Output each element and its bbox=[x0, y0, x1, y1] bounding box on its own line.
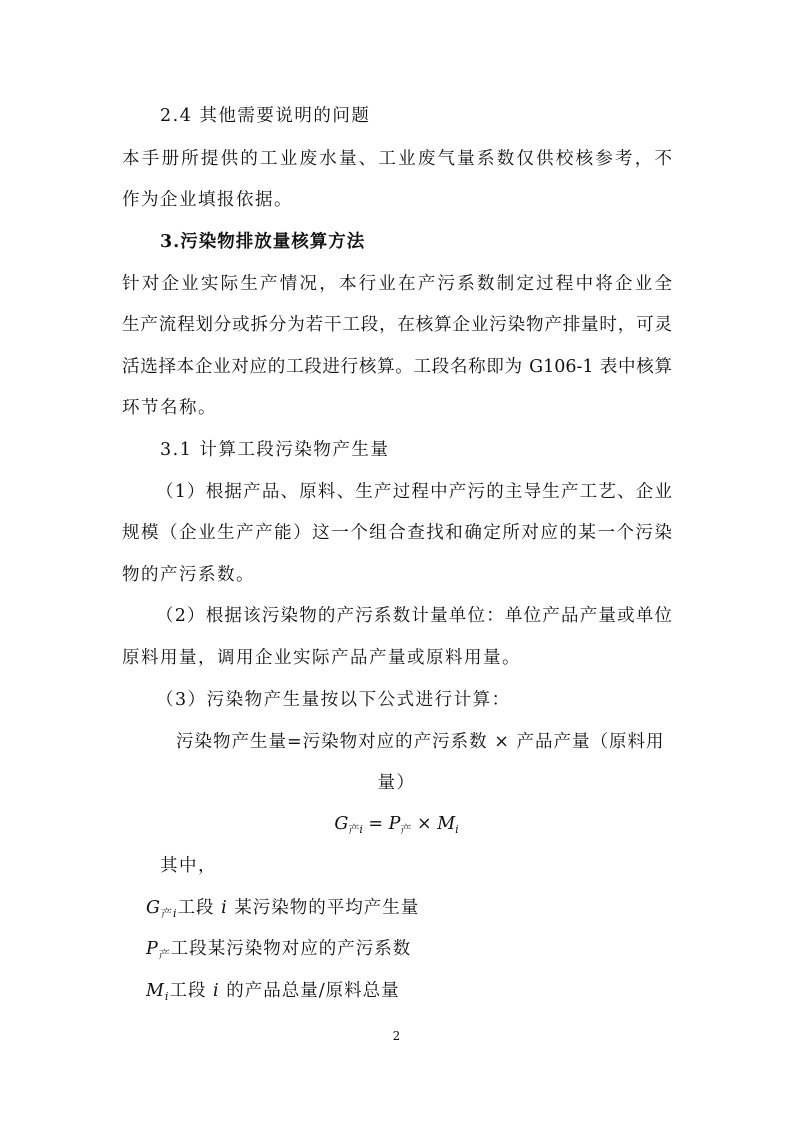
def-g-text-a: 工段 bbox=[177, 898, 222, 918]
where-label: 其中， bbox=[160, 856, 217, 876]
section-3-title: 3.污染物排放量核算方法 bbox=[160, 232, 366, 252]
def-g-symbol: G bbox=[146, 898, 161, 918]
formula-p-subscript: 产 bbox=[400, 823, 412, 836]
formula-times: × bbox=[411, 814, 438, 834]
item-1-line-3: 物的产污系数。 bbox=[122, 565, 255, 585]
def-m-symbol: M bbox=[146, 981, 165, 1001]
section-3-1-title: 3.1 计算工段污染物产生量 bbox=[160, 440, 390, 460]
formula bbox=[0, 812, 793, 842]
section-3-para-line-1: 针对企业实际生产情况，本行业在产污系数制定过程中将企业全 bbox=[122, 274, 672, 294]
def-g-text-b: 某污染物的平均产生量 bbox=[227, 898, 420, 918]
formula-g-symbol: G bbox=[334, 814, 349, 834]
section-3-para-line-3: 活选择本企业对应的工段进行核算。工段名称即为 G106-1 表中核算 bbox=[122, 357, 672, 377]
item-2-line-1: （2）根据该污染物的产污系数计量单位：单位产品产量或单位 bbox=[156, 606, 672, 626]
def-g-subscript-i: i bbox=[172, 907, 178, 920]
def-m-text-a: 工段 bbox=[169, 981, 214, 1001]
section-3-para-line-4: 环节名称。 bbox=[122, 398, 217, 418]
formula-equals: = bbox=[362, 814, 389, 834]
item-1-line-1: （1）根据产品、原料、生产过程中产污的主导生产工艺、企业 bbox=[156, 482, 672, 502]
formula-p-symbol: P bbox=[388, 814, 401, 834]
section-2-4-para-line-2: 作为企业填报依据。 bbox=[122, 190, 293, 210]
definition-p bbox=[146, 937, 411, 967]
formula-m-subscript: i bbox=[455, 823, 459, 836]
def-p-text: 工段某污染物对应的产污系数 bbox=[170, 939, 412, 959]
item-3-line-1: （3）污染物产生量按以下公式进行计算： bbox=[156, 690, 511, 710]
section-2-4-para-line-1: 本手册所提供的工业废水量、工业废气量系数仅供校核参考，不 bbox=[122, 149, 672, 169]
formula-g-subscript: 产 bbox=[348, 823, 360, 836]
page-number: 2 bbox=[392, 1029, 401, 1043]
definition-g bbox=[146, 896, 419, 926]
def-m-i: i bbox=[213, 981, 220, 1001]
def-m-subscript: i bbox=[164, 990, 170, 1003]
formula-text-line-2: 量） bbox=[377, 773, 416, 793]
def-p-symbol: P bbox=[146, 939, 159, 959]
formula-m-symbol: M bbox=[437, 814, 456, 834]
def-g-i: i bbox=[221, 898, 228, 918]
item-1-line-2: 规模（企业生产产能）这一个组合查找和确定所对应的某一个污染 bbox=[122, 523, 672, 543]
section-3-para-line-2: 生产流程划分或拆分为若干工段，在核算企业污染物产排量时，可灵 bbox=[122, 315, 672, 335]
item-2-line-2: 原料用量，调用企业实际产品产量或原料用量。 bbox=[122, 648, 521, 668]
formula-g-subscript-i: i bbox=[359, 823, 363, 836]
def-g-subscript: 产 bbox=[160, 907, 173, 920]
definition-m bbox=[146, 979, 400, 1009]
formula-text-line-1: 污染物产生量=污染物对应的产污系数 × 产品产量（原料用 bbox=[176, 732, 665, 752]
def-p-subscript: 产 bbox=[158, 948, 171, 961]
section-2-4-title: 2.4 其他需要说明的问题 bbox=[160, 106, 371, 126]
def-m-text-b: 的产品总量/原料总量 bbox=[219, 981, 400, 1001]
